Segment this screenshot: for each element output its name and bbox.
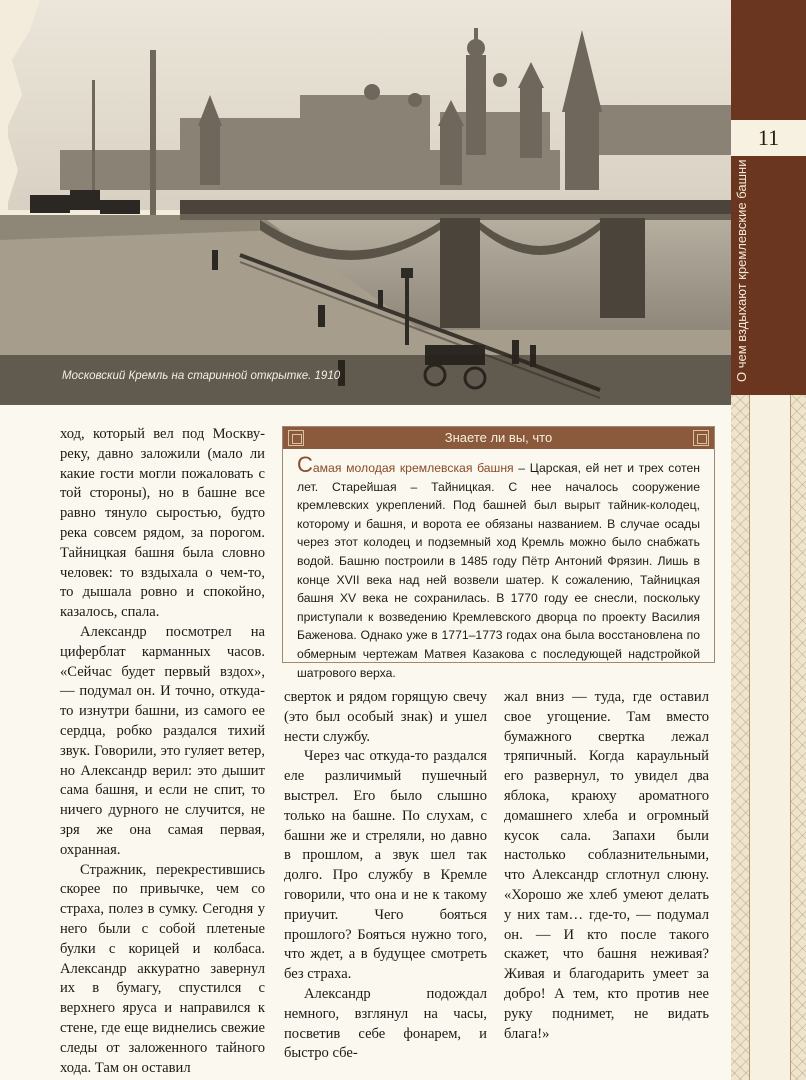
page-number: 11 xyxy=(731,120,806,156)
did-you-know-box xyxy=(282,426,715,680)
drop-cap: С xyxy=(297,452,313,477)
photo-caption: Московский Кремль на старинной открытке. 1910 xyxy=(62,370,341,382)
text-column-1 xyxy=(60,425,265,1078)
side-ornament-band xyxy=(749,395,791,1080)
kremlin-postcard-photo xyxy=(0,0,731,405)
box-body-text: – Царская, ей нет и трех сотен лет. Старейшая – Тайницкая. С нее началось сооружение кремлевских укреплений. Под башней был вырыт тайник-колодец, которому и башня, и ворота ее обязаны названием. В случае осады через этот колодец и подземный ход Кремль можно было снабжать водой. Башню построили в 1485 году Пётр Антоний Фрязин. Лишь в конце XVII века над ней возвели шатер. К сожалению, Тайницкая башня XV века не сохранилась. В 1770 году ее снесли, поскольку приступали к возведению Кремлевского дворца по проекту Василия Баженова. Однако уже в 1771–1773 годах она была восстановлена по обмерным чертежам Матвея Казакова с последующей надстройкой шатрового верха. xyxy=(297,461,700,680)
paragraph: Александр посмотрел на циферблат карманных часов. «Сейчас будет первый вздох», — подумал он. И точно, откуда-то изнутри башни, из самого ее сердца, робко раздался тихий звук. Говорили, это гуляет ветер, но Александр верил: это дышит сама башня, и если не спит, то ничего дурного не случится, не зря же она самая первая, охранная. xyxy=(60,623,265,858)
postcard-illustration xyxy=(0,0,731,405)
paragraph: ход, который вел под Москву-реку, давно заложили (мало ли какие гости могли пожаловать с той стороны), но в башне все равно тянуло сыростью, будто река совсем рядом, за порогом. Тайницкая башня была словно человек: то вздыхала о чем-то, то дышала ровно и спокойно, казалось, спала. xyxy=(60,426,265,621)
text-column-2 xyxy=(284,688,487,1064)
did-you-know-heading xyxy=(283,427,714,449)
did-you-know-title: Знаете ли вы, что xyxy=(444,430,553,445)
lead-phrase: амая молодая кремлевская башня xyxy=(312,461,514,475)
paragraph: сверток и рядом горящую свечу (это был особый знак) и ушел нести службу. xyxy=(284,689,487,745)
paragraph: Через час откуда-то раздался еле различимый пушечный выстрел. Его было слышно только на башне. По слухам, с башни же и стреляли, но давно в прошлом, а звук шел так долго. Про службу в Кремле говорили, что она и не к такому приучит. Чего бояться прошлого? Бояться нужно того, что ждет, а в будущее смотреть без страха. xyxy=(284,748,487,983)
square-ornament-icon xyxy=(693,430,709,446)
square-ornament-icon xyxy=(288,430,304,446)
paragraph: жал вниз — туда, где оставил свое угощение. Там вместо бумажного свертка лежал тряпичный. Когда караульный его развернул, то увидел два яблока, краюху ароматного домашнего хлеба и огромный кусок сала. Запахи были настолько соблазнительными, что Александр сглотнул слюну. «Хорошо же хлеб умеют делать у них там… где-то, — подумал он. — И кто после такого скажет, что башня неживая? Живая и благодарить умеет за добро! А тем, кто против нее руку поднимет, не видать блага!» xyxy=(504,689,709,1042)
running-section-title xyxy=(734,362,749,382)
did-you-know-text xyxy=(297,452,700,682)
paragraph: Александр подождал немного, взглянул на часы, посветив себе фонарем, и быстро сбе- xyxy=(284,985,487,1062)
paragraph: Стражник, перекрестившись скорее по привычке, чем со страха, полез в сумку. Сегодня у него были с собой плетеные булки с корицей и колбаса. Александр аккуратно завернул их в бумагу, спустился с верхнего яруса и направился к стене, где еще виднелись свежие следы от заложенного тайного хода. Там он оставил xyxy=(60,861,265,1076)
text-column-3 xyxy=(504,688,709,1044)
